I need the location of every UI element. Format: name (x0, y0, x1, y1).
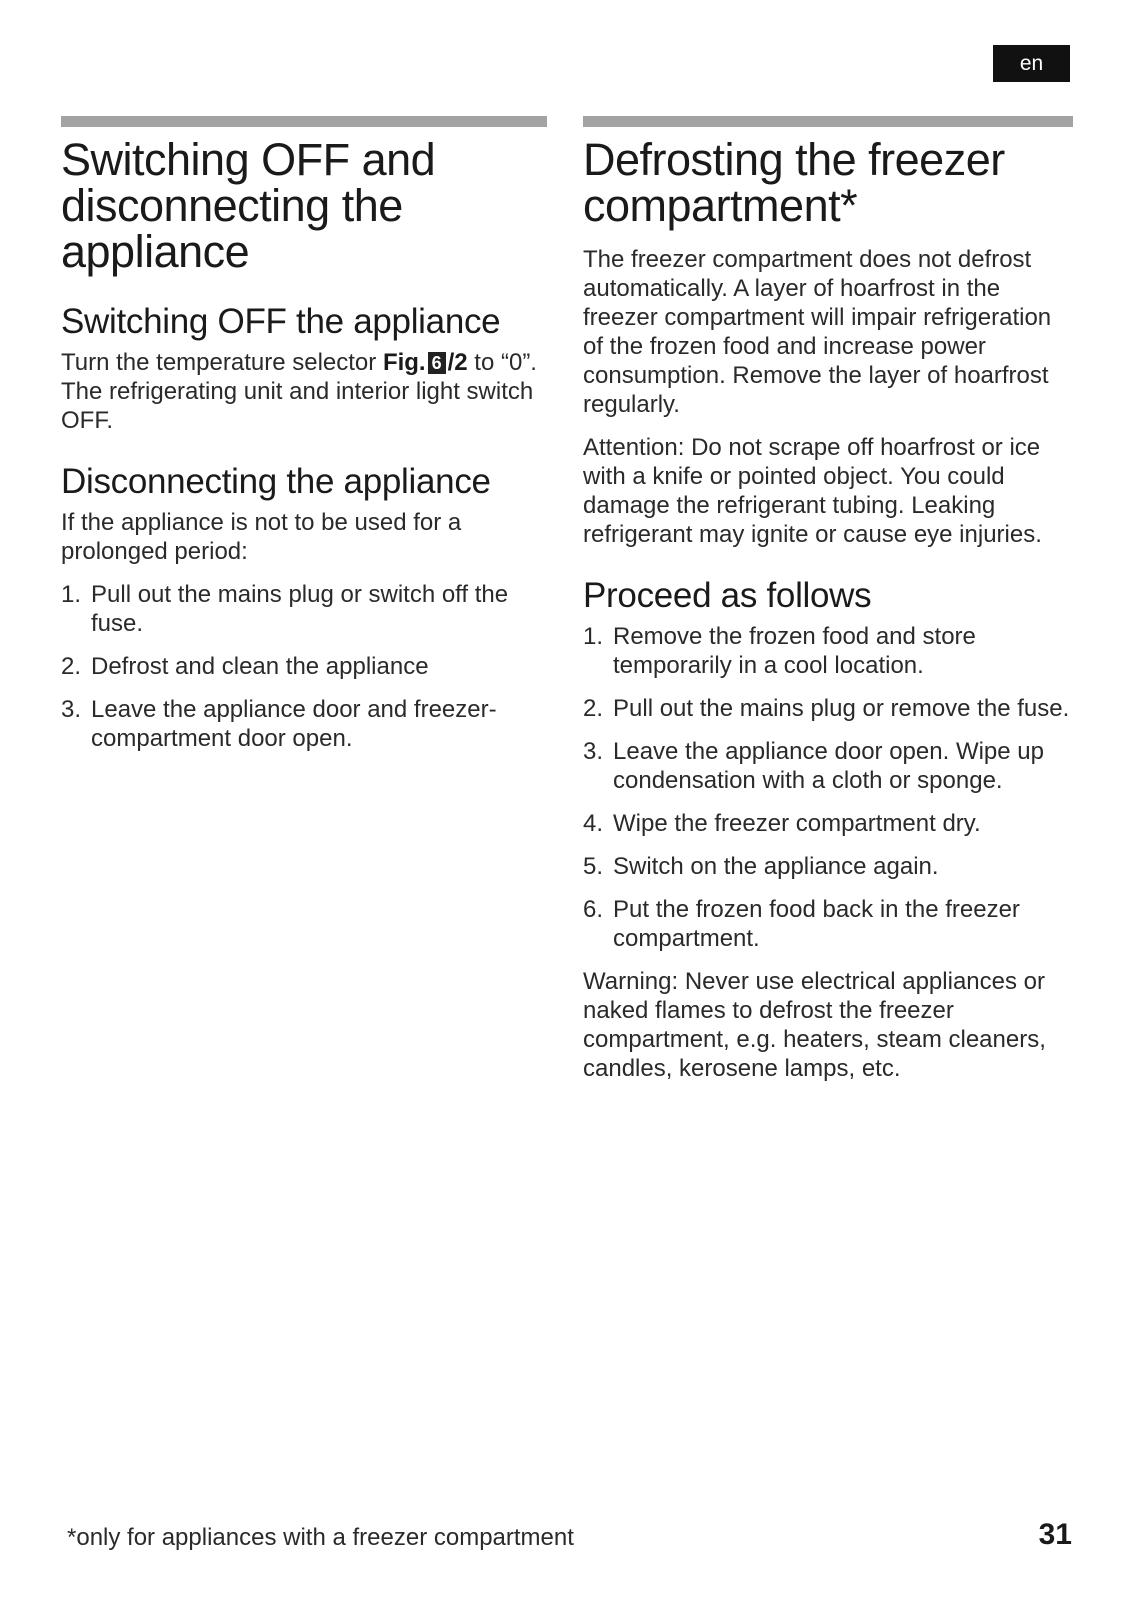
list-item: 3. Leave the appliance door open. Wipe up condensation with a cloth or sponge. (583, 738, 1044, 794)
warning-note: Warning: Never use electrical appliances or naked flames to defrost the freezer compartment, e.g. heaters, steam cleaners, candles, kerosene lamps, etc. (583, 968, 1046, 1082)
fig-item: /2 (447, 349, 468, 376)
disconnecting-steps (61, 580, 547, 753)
page-number: 31 (1038, 1518, 1072, 1551)
figure-number-icon: 6 (428, 352, 446, 374)
list-item: 2. Pull out the mains plug or remove the fuse. (583, 695, 1070, 722)
list-item: 4. Wipe the freezer compartment dry. (583, 810, 981, 837)
right-column (583, 116, 1073, 1097)
language-badge: en (993, 45, 1070, 82)
list-item: 6. Put the frozen food back in the freezer compartment. (583, 896, 1020, 952)
page-title-right: Defrosting the freezer compartment* (583, 134, 1005, 231)
defrost-intro: The freezer compartment does not defrost automatically. A layer of hoarfrost in the freezer compartment will impair refrigeration of the frozen food and increase power consumption. Remove the layer of hoarfrost regularly. (583, 246, 1052, 418)
list-item: 1. Pull out the mains plug or switch off the fuse. (61, 581, 509, 637)
disconnecting-intro: If the appliance is not to be used for a prolonged period: (61, 509, 462, 565)
fig-label: Fig. (382, 349, 426, 376)
switching-off-heading: Switching OFF the appliance (61, 302, 501, 341)
proceed-steps (583, 622, 1073, 953)
list-item: 5. Switch on the appliance again. (583, 853, 939, 880)
section-divider (61, 116, 547, 127)
switching-off-text: Turn the temperature selector Fig. 6 /2 to “0”. The refrigerating unit and interior light switch OFF. (61, 349, 537, 434)
list-item: 3. Leave the appliance door and freezer-compartment door open. (61, 696, 497, 752)
page-title-left: Switching OFF and disconnecting the appliance (61, 134, 436, 277)
list-item: 1. Remove the frozen food and store temporarily in a cool location. (583, 623, 976, 679)
disconnecting-heading: Disconnecting the appliance (61, 462, 491, 501)
left-column (61, 116, 547, 767)
list-item: 2. Defrost and clean the appliance (61, 653, 429, 680)
proceed-heading: Proceed as follows (583, 576, 872, 615)
footnote: *only for appliances with a freezer compartment (67, 1524, 574, 1551)
section-divider (583, 116, 1073, 127)
attention-note: Attention: Do not scrape off hoarfrost or ice with a knife or pointed object. You could damage the refrigerant tubing. Leaking refrigerant may ignite or cause eye injuries. (583, 434, 1042, 548)
